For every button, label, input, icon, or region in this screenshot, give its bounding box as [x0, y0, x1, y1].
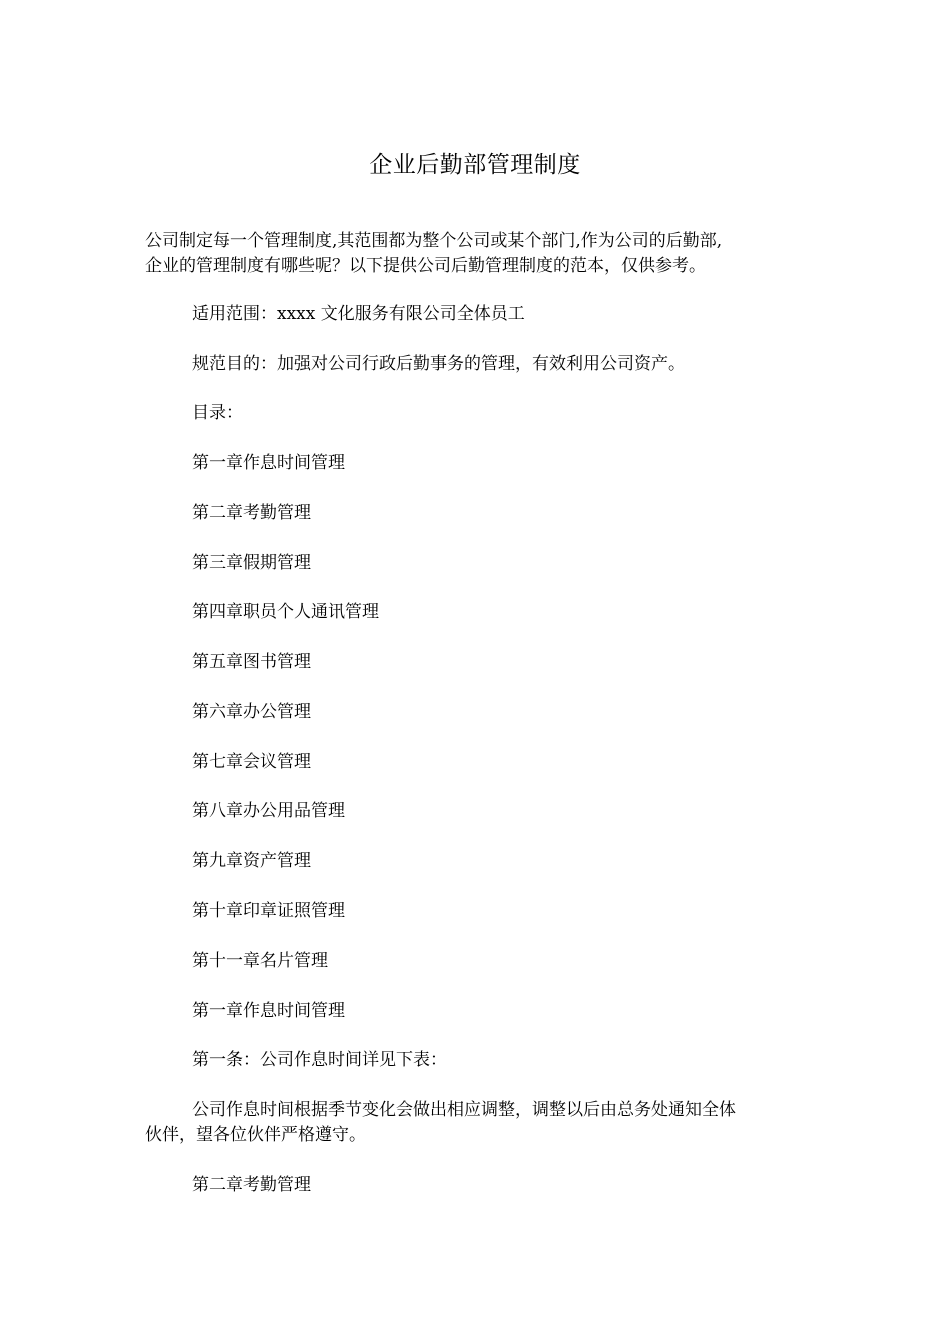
toc-item-text: 第九章资产管理 [192, 851, 311, 871]
toc-item [145, 650, 810, 675]
toc-heading-text: 目录： [192, 403, 243, 423]
toc-item-text: 第八章办公用品管理 [192, 801, 345, 821]
toc-item [145, 799, 810, 824]
document-title: 企业后勤部管理制度 [369, 152, 581, 178]
article-1-text: 第一条：公司作息时间详见下表： [192, 1050, 447, 1070]
toc-item [145, 451, 810, 476]
toc-item-text: 第六章办公管理 [192, 702, 311, 722]
schedule-note-line-2: 伙伴，望各位伙伴严格遵守。 [145, 1125, 366, 1145]
toc-item [145, 899, 810, 924]
purpose-paragraph [145, 352, 810, 377]
toc-item [145, 551, 810, 576]
toc-item [145, 849, 810, 874]
schedule-note-line-1: 公司作息时间根据季节变化会做出相应调整，调整以后由总务处通知全体 [192, 1100, 736, 1120]
toc-item [145, 750, 810, 775]
chapter-1-heading-text: 第一章作息时间管理 [192, 1001, 345, 1021]
toc-item-text: 第一章作息时间管理 [192, 453, 345, 473]
chapter-2-heading [145, 1173, 810, 1198]
article-1 [145, 1048, 810, 1073]
toc-item-text: 第七章会议管理 [192, 752, 311, 772]
toc-item-text: 第十章印章证照管理 [192, 901, 345, 921]
intro-line-2: 企业的管理制度有哪些呢？以下提供公司后勤管理制度的范本，仅供参考。 [145, 256, 706, 276]
toc-item-text: 第五章图书管理 [192, 652, 311, 672]
scope-paragraph [145, 302, 810, 327]
purpose-text: 规范目的：加强对公司行政后勤事务的管理，有效利用公司资产。 [192, 354, 685, 374]
intro-paragraph [145, 229, 810, 279]
toc-item [145, 949, 810, 974]
toc-item-text: 第三章假期管理 [192, 553, 311, 573]
toc-item-text: 第四章职员个人通讯管理 [192, 602, 379, 622]
toc-item [145, 700, 810, 725]
scope-text: 适用范围：xxxx 文化服务有限公司全体员工 [192, 304, 525, 324]
toc-heading [145, 401, 810, 426]
intro-line-1: 公司制定每一个管理制度,其范围都为整个公司或某个部门,作为公司的后勤部, [145, 231, 723, 251]
toc-item-text: 第十一章名片管理 [192, 951, 328, 971]
toc-item-text: 第二章考勤管理 [192, 503, 311, 523]
toc-item [145, 501, 810, 526]
toc-item [145, 600, 810, 625]
chapter-2-heading-text: 第二章考勤管理 [192, 1175, 311, 1195]
schedule-note-paragraph [145, 1098, 810, 1148]
chapter-1-heading [145, 999, 810, 1024]
